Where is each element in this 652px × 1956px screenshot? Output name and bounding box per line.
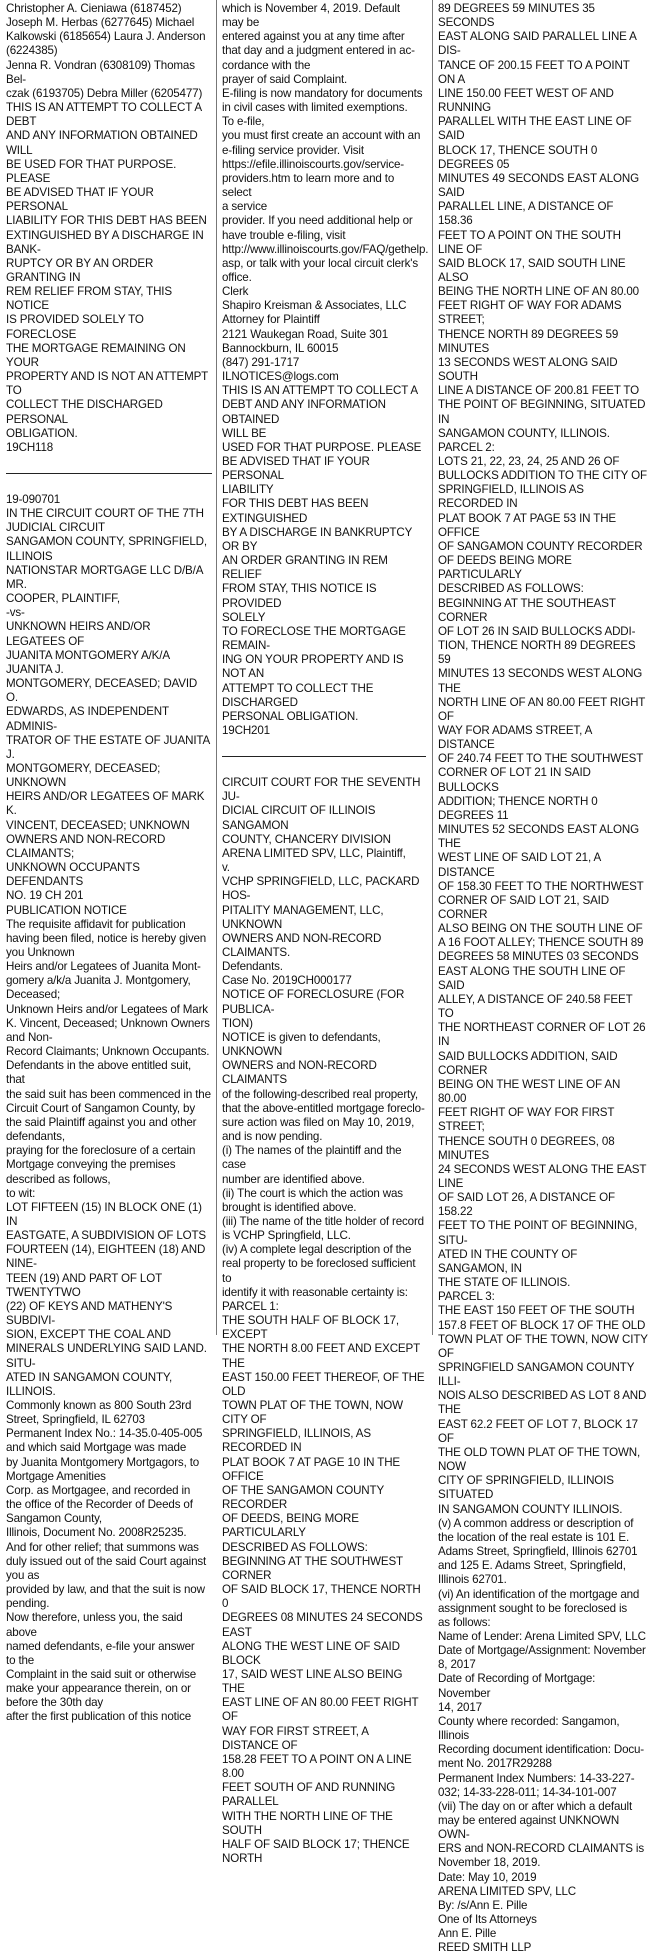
notice-2019ch000177: CIRCUIT COURT FOR THE SEVENTH JU- DICIAL CIRCUIT OF ILLINOIS SANGAMON COUNTY, CHANCERY DIVISION ARENA LIMITED SPV, LLC, Plaintiff, v. VCHP SPRINGFIELD, LLC, PACKARD HOS- PITALITY MANAGEMENT, LLC, UNKNOWN OWNERS AND NON-RECORD CLAIMANTS. Defendants. Case No. 2019CH000177 NOTICE OF FORECLOSURE (FOR PUBLICA- TION) NOTICE is given to defendants, UNKNOWN OWNERS and NON-RECORD CLAIMANTS of the following-described real property, that the above-entitled mortgage foreclo- sure action was filed on May 10, 2019, and is now pending. (i) The names of the plaintiff and the case number are identified above. (ii) The court is which the action was brought is identified above. (iii) The name of the title holder of record is VCHP Springfield, LLC. (iv) A complete legal description of the real property to be foreclosed sufficient to identify it with reasonable certainty is: PARCEL 1: THE SOUTH HALF OF BLOCK 17, EXCEPT THE NORTH 8.00 FEET AND EXCEPT THE EAST 150.00 FEET THEREOF, OF THE OLD TOWN PLAT OF THE TOWN, NOW CITY OF SPRINGFIELD, ILLINOIS, AS RECORDED IN PLAT BOOK 7 AT PAGE 10 IN THE OFFICE OF THE SANGAMON COUNTY RECORDER OF DEEDS, BEING MORE PARTICULARLY DESCRIBED AS FOLLOWS: BEGINNING AT THE SOUTHWEST CORNER OF SAID BLOCK 17, THENCE NORTH 0 DEGREES 08 MINUTES 24 SECONDS EAST ALONG THE WEST LINE OF SAID BLOCK 17, SAID WEST LINE ALSO BEING THE EAST LINE OF AN 80.00 FEET RIGHT OF WAY FOR FIRST STREET, A DISTANCE OF 158.28 FEET TO A POINT ON A LINE 8.00 FEET SOUTH OF AND RUNNING PARALLEL WITH THE NORTH LINE OF THE SOUTH HALF OF SAID BLOCK 17; THENCE NORTH <box>222 776 425 1865</box>
notice-separator <box>6 473 212 474</box>
column-divider <box>432 0 433 1335</box>
notice-separator <box>222 756 426 757</box>
notice-19ch201-continued: which is November 4, 2019. Default may be entered against you at any time after that day and a judgment entered in ac- cordance with the prayer of said Complaint. E-filing is now mandatory for documents in civil cases with limited exemptions. To e-file, you must first create an account with an e-filing service provider. Visit https://efile.illinoiscourts.gov/service- providers.htm to learn more and to select a service provider. If you need additional help or have trouble e-filing, visit http://www.illinoiscourts.gov/FAQ/gethelp. asp, or talk with your local circuit clerk's office. Clerk Shapiro Kreisman & Associates, LLC Attorney for Plaintiff 2121 Waukegan Road, Suite 301 Bannockburn, IL 60015 (847) 291-1717 ILNOTICES@logs.com THIS IS AN ATTEMPT TO COLLECT A DEBT AND ANY INFORMATION OBTAINED WILL BE USED FOR THAT PURPOSE. PLEASE BE ADVISED THAT IF YOUR PERSONAL LIABILITY FOR THIS DEBT HAS BEEN EXTINGUISHED BY A DISCHARGE IN BANKRUPTCY OR BY AN ORDER GRANTING IN REM RELIEF FROM STAY, THIS NOTICE IS PROVIDED SOLELY TO FORECLOSE THE MORTGAGE REMAIN- ING ON YOUR PROPERTY AND IS NOT AN ATTEMPT TO COLLECT THE DISCHARGED PERSONAL OBLIGATION. 19CH201 <box>222 2 429 737</box>
notice-19ch201: 19-090701 IN THE CIRCUIT COURT OF THE 7TH JUDICIAL CIRCUIT SANGAMON COUNTY, SPRINGFIELD, ILLINOIS NATIONSTAR MORTGAGE LLC D/B/A MR. COOPER, PLAINTIFF, -vs- UNKNOWN HEIRS AND/OR LEGATEES OF JUANITA MONTGOMERY A/K/A JUANITA J. MONTGOMERY, DECEASED; DAVID O. EDWARDS, AS INDEPENDENT ADMINIS- TRATOR OF THE ESTATE OF JUANITA J. MONTGOMERY, DECEASED; UNKNOWN HEIRS AND/OR LEGATEES OF MARK K. VINCENT, DECEASED; UNKNOWN OWNERS AND NON-RECORD CLAIMANTS; UNKNOWN OCCUPANTS DEFENDANTS NO. 19 CH 201 PUBLICATION NOTICE The requisite affidavit for publication having been filed, notice is hereby given you Unknown Heirs and/or Legatees of Juanita Mont- gomery a/k/a Juanita J. Montgomery, Deceased; Unknown Heirs and/or Legatees of Mark K. Vincent, Deceased; Unknown Owners and Non- Record Claimants; Unknown Occupants. Defendants in the above entitled suit, that the said suit has been commenced in the Circuit Court of Sangamon County, by the said Plaintiff against you and other defendants, praying for the foreclosure of a certain Mortgage conveying the premises described as follows, to wit: LOT FIFTEEN (15) IN BLOCK ONE (1) IN EASTGATE, A SUBDIVISION OF LOTS FOURTEEN (14), EIGHTEEN (18) AND NINE- TEEN (19) AND PART OF LOT TWENTYTWO (22) OF KEYS AND MATHENY'S SUBDIVI- SION, EXCEPT THE COAL AND MINERALS UNDERLYING SAID LAND. SITU- ATED IN SANGAMON COUNTY, ILLINOIS. Commonly known as 800 South 23rd Street, Springfield, IL 62703 Permanent Index No.: 14-35.0-405-005 and which said Mortgage was made by Juanita Montgomery Mortgagors, to Mortgage Amenities Corp. as Mortgagee, and recorded in the office of the Recorder of Deeds of Sangamon County, Illinois, Document No. 2008R25235. And for other relief; that summons was duly issued out of the said Court against you as provided by law, and that the suit is now pending. Now therefore, unless you, the said above named defendants, e-file your answer to the Complaint in the said suit or otherwise make your appearance therein, on or before the 30th day after the first publication of this notice <box>6 493 211 1724</box>
column-3 <box>438 2 648 1955</box>
column-1 <box>6 2 212 1724</box>
column-2 <box>222 2 429 1865</box>
column-divider <box>216 0 217 1335</box>
notice-19ch118-end: Christopher A. Cieniawa (6187452) Joseph M. Herbas (6277645) Michael Kalkowski (6185654) Laura J. Anderson (6224385) Jenna R. Vondran (6308109) Thomas Bel- czak (6193705) Debra Miller (6205477) THIS IS AN ATTEMPT TO COLLECT A DEBT AND ANY INFORMATION OBTAINED WILL BE USED FOR THAT PURPOSE. PLEASE BE ADVISED THAT IF YOUR PERSONAL LIABILITY FOR THIS DEBT HAS BEEN EXTINGUISHED BY A DISCHARGE IN BANK- RUPTCY OR BY AN ORDER GRANTING IN REM RELIEF FROM STAY, THIS NOTICE IS PROVIDED SOLELY TO FORECLOSE THE MORTGAGE REMAINING ON YOUR PROPERTY AND IS NOT AN ATTEMPT TO COLLECT THE DISCHARGED PERSONAL OBLIGATION. 19CH118 <box>6 2 208 454</box>
notice-2019ch000177-continued: 89 DEGREES 59 MINUTES 35 SECONDS EAST ALONG SAID PARALLEL LINE A DIS- TANCE OF 200.15 FEET TO A POINT ON A LINE 150.00 FEET WEST OF AND RUNNING PARALLEL WITH THE EAST LINE OF SAID BLOCK 17, THENCE SOUTH 0 DEGREES 05 MINUTES 49 SECONDS EAST ALONG SAID PARALLEL LINE, A DISTANCE OF 158.36 FEET TO A POINT ON THE SOUTH LINE OF SAID BLOCK 17, SAID SOUTH LINE ALSO BEING THE NORTH LINE OF AN 80.00 FEET RIGHT OF WAY FOR ADAMS STREET; THENCE NORTH 89 DEGREES 59 MINUTES 13 SECONDS WEST ALONG SAID SOUTH LINE A DISTANCE OF 200.81 FEET TO THE POINT OF BEGINNING, SITUATED IN SANGAMON COUNTY, ILLINOIS. PARCEL 2: LOTS 21, 22, 23, 24, 25 AND 26 OF BULLOCKS ADDITION TO THE CITY OF SPRINGFIELD, ILLINOIS AS RECORDED IN PLAT BOOK 7 AT PAGE 53 IN THE OFFICE OF SANGAMON COUNTY RECORDER OF DEEDS BEING MORE PARTICULARLY DESCRIBED AS FOLLOWS: BEGINNING AT THE SOUTHEAST CORNER OF LOT 26 IN SAID BULLOCKS ADDI- TION, THENCE NORTH 89 DEGREES 59 MINUTES 13 SECONDS WEST ALONG THE NORTH LINE OF AN 80.00 FEET RIGHT OF WAY FOR ADAMS STREET, A DISTANCE OF 240.74 FEET TO THE SOUTHWEST CORNER OF LOT 21 IN SAID BULLOCKS ADDITION; THENCE NORTH 0 DEGREES 11 MINUTES 52 SECONDS EAST ALONG THE WEST LINE OF SAID LOT 21, A DISTANCE OF 158.30 FEET TO THE NORTHWEST CORNER OF SAID LOT 21, SAID CORNER ALSO BEING ON THE SOUTH LINE OF A 16 FOOT ALLEY; THENCE SOUTH 89 DEGREES 58 MINUTES 03 SECONDS EAST ALONG THE SOUTH LINE OF SAID ALLEY, A DISTANCE OF 240.58 FEET TO THE NORTHEAST CORNER OF LOT 26 IN SAID BULLOCKS ADDITION, SAID CORNER BEING ON THE WEST LINE OF AN 80.00 FEET RIGHT OF WAY FOR FIRST STREET; THENCE SOUTH 0 DEGREES, 08 MINUTES 24 SECONDS WEST ALONG THE EAST LINE OF SAID LOT 26, A DISTANCE OF 158.22 FEET TO THE POINT OF BEGINNING, SITU- ATED IN THE COUNTY OF SANGAMON, IN THE STATE OF ILLINOIS. PARCEL 3: THE EAST 150 FEET OF THE SOUTH 157.8 FEET OF BLOCK 17 OF THE OLD TOWN PLAT OF THE TOWN, NOW CITY OF SPRINGFIELD SANGAMON COUNTY ILLI- NOIS ALSO DESCRIBED AS LOT 8 AND THE EAST 62.2 FEET OF LOT 7, BLOCK 17 OF THE OLD TOWN PLAT OF THE TOWN, NOW CITY OF SPRINGFIELD, ILLINOIS SITUATED IN SANGAMON COUNTY ILLINOIS. (v) A common address or description of the location of the real estate is 101 E. Adams Street, Springfield, Illinois 62701 and 125 E. Adams Street, Springfield, Illinois 62701. (vi) An identification of the mortgage and assignment sought to be foreclosed is as follows: Name of Lender: Arena Limited SPV, LLC Date of Mortgage/Assignment: November 8, 2017 Date of Recording of Mortgage: November 14, 2017 County where recorded: Sangamon, Illinois Recording document identification: Docu- ment No. 2017R29288 Permanent Index Numbers: 14-33-227- 032; 14-33-228-011; 14-34-101-007 (vii) The day on or after which a default may be entered against UNKNOWN OWN- ERS and NON-RECORD CLAIMANTS is November 18, 2019. Date: May 10, 2019 ARENA LIMITED SPV, LLC By: /s/Ann E. Pille One of Its Attorneys Ann E. Pille REED SMITH LLP <box>438 2 648 1955</box>
